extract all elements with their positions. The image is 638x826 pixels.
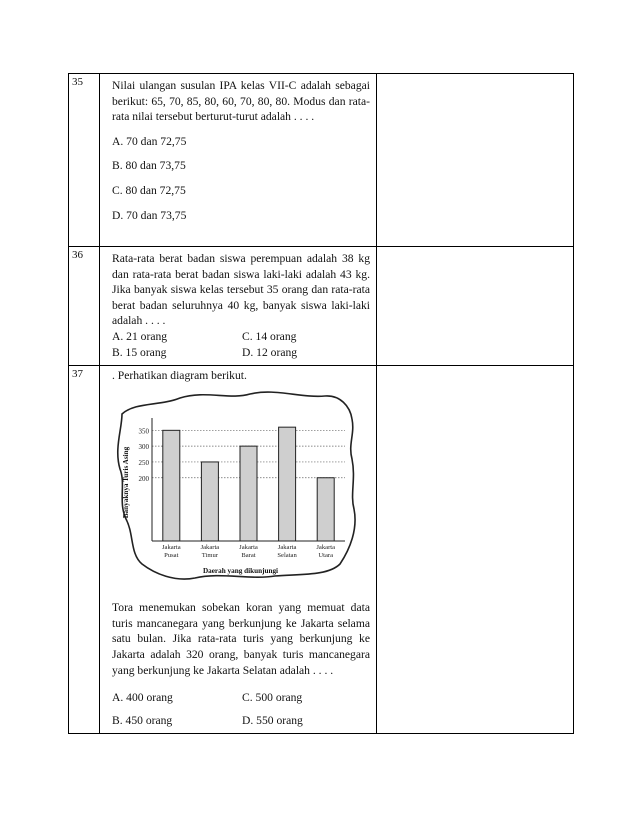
option-c: C. 14 orang	[242, 329, 297, 343]
x-tick-label: Barat	[241, 551, 256, 559]
question-row-35	[69, 74, 574, 247]
option-b: B. 15 orang	[112, 345, 167, 359]
x-tick-label: Jakarta	[316, 543, 336, 551]
question-body	[100, 247, 377, 366]
option-d: D. 12 orang	[242, 345, 298, 359]
answer-cell	[377, 74, 574, 247]
answer-cell	[377, 247, 574, 366]
x-tick-label: Selatan	[277, 551, 297, 559]
option-d: D. 70 dan 73,75	[112, 208, 187, 222]
option-a: A. 21 orang	[112, 329, 168, 343]
y-tick-label: 350	[138, 426, 149, 435]
question-number: 37	[69, 366, 100, 734]
bar	[201, 462, 218, 541]
option-c: C. 500 orang	[242, 690, 303, 704]
question-number: 36	[69, 247, 100, 366]
x-tick-label: Jakarta	[161, 543, 181, 551]
question-text: Nilai ulangan susulan IPA kelas VII-C adalah sebagai berikut: 65, 70, 85, 80, 60, 70, 80, 80. Modus dan rata-rata nilai tersebut berturut-turut adalah . . . .	[112, 79, 370, 124]
question-table	[68, 73, 574, 734]
options-grid	[112, 690, 370, 729]
question-body	[100, 74, 377, 247]
bar	[317, 477, 334, 540]
question-text: Rata-rata berat badan siswa perempuan adalah 38 kg dan rata-rata berat badan siswa laki-laki adalah 43 kg. Jika banyak siswa kelas tersebut 35 orang dan rata-rata berat badan seluruhnya 40 kg, banyak siswa laki-laki adalah . . . .	[112, 252, 370, 328]
bar-chart	[100, 384, 376, 589]
question-intro: . Perhatikan diagram berikut.	[112, 369, 247, 382]
option-a: A. 400 orang	[112, 690, 173, 704]
bar	[163, 430, 180, 541]
question-text: Tora menemukan sobekan koran yang memuat data turis mancanegara yang berkunjung ke Jakarta selama satu bulan. Jika rata-rata turis yang berkunjung ke Jakarta adalah 320 orang, banyak turis mancanegara yang berkunjung ke Jakarta Selatan adalah . . . .	[112, 601, 370, 677]
x-axis-title: Daerah yang dikunjungi	[202, 566, 279, 575]
bar	[240, 446, 257, 541]
x-tick-label: Utara	[318, 551, 334, 559]
x-tick-label: Jakarta	[239, 543, 258, 551]
options-grid	[112, 329, 370, 360]
question-row-36	[69, 247, 574, 366]
x-tick-label: Pusat	[164, 551, 179, 559]
option-c: C. 80 dan 72,75	[112, 183, 186, 197]
x-tick-label: Jakarta	[277, 543, 297, 551]
y-tick-label: 300	[138, 442, 149, 451]
y-tick-label: 250	[138, 458, 149, 467]
question-number: 35	[69, 74, 100, 247]
question-body	[100, 366, 377, 734]
answer-cell	[377, 366, 574, 734]
question-row-37	[69, 366, 574, 734]
option-d: D. 550 orang	[242, 714, 303, 728]
option-b: B. 450 orang	[112, 714, 173, 728]
option-a: A. 70 dan 72,75	[112, 134, 187, 148]
y-tick-label: 200	[138, 474, 149, 483]
y-axis-title: Banyaknya Turis Asing	[122, 446, 130, 518]
x-tick-label: Jakarta	[200, 543, 220, 551]
bar-chart-svg	[100, 384, 376, 589]
x-tick-label: Timur	[201, 551, 219, 559]
bar	[279, 427, 296, 541]
option-b: B. 80 dan 73,75	[112, 159, 186, 173]
